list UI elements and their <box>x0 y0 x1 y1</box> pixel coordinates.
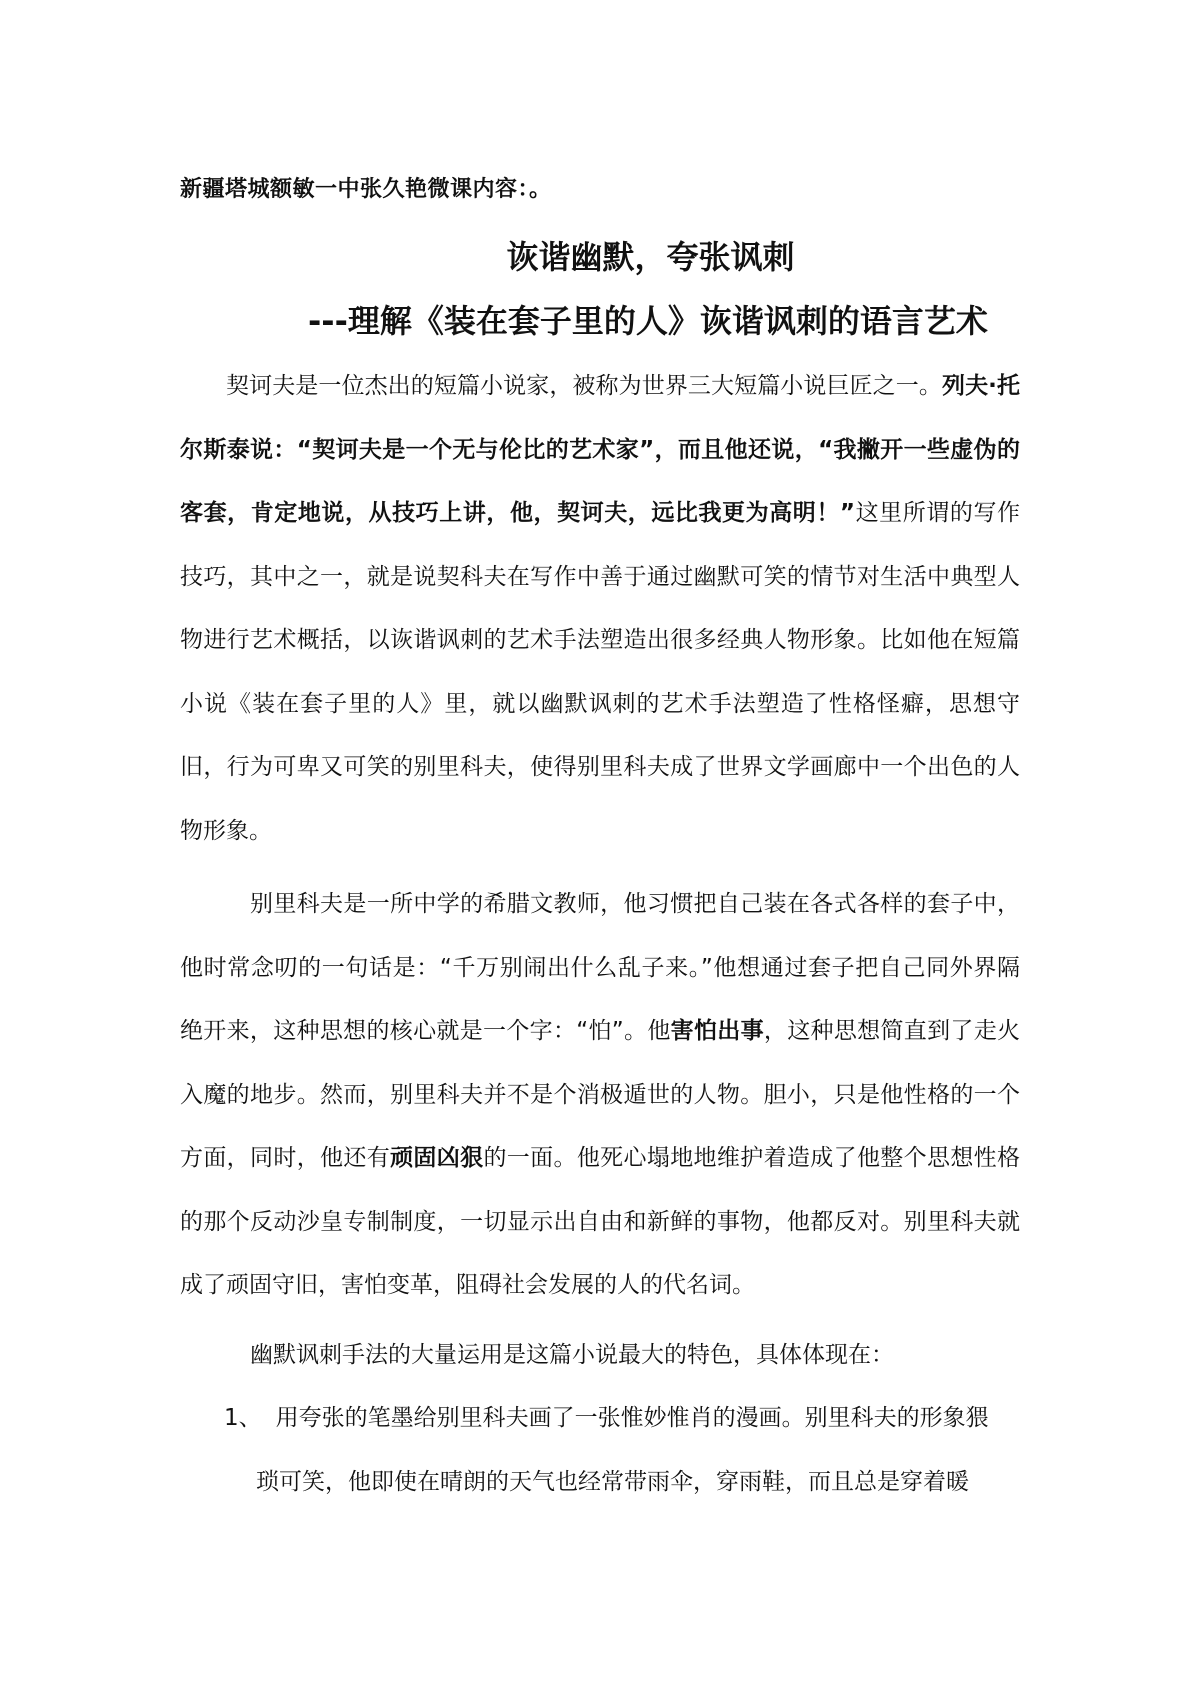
belikov-text-2: ，这种思想简直到了走火入魔的地步。然而，别里科夫并不是个消极遁世的人物。胆小，只是他性格的一个方面，同时，他还有 <box>180 1018 1021 1171</box>
body-text <box>180 355 1020 1514</box>
paragraph-satire: 幽默讽刺手法的大量运用是这篇小说最大的特色，具体体现在： <box>250 1341 894 1368</box>
paragraph-intro <box>180 355 1020 863</box>
belikov-text-1: 别里科夫是一所中学的希腊文教师，他习惯把自己装在各式各样的套子中，他时常念叨的一句话是：“千万别闹出什么乱子来。”他想通过套子把自己同外界隔绝开来，这种思想的核心就是一个字：“怕”。他 <box>180 891 1020 1044</box>
title-main: 诙谐幽默，夸张讽刺 <box>506 238 795 276</box>
header-line: 新疆塔城额敏一中张久艳微课内容：。 <box>180 177 552 202</box>
tolstoy-quote: 列夫·托尔斯泰说：“契诃夫是一个无与伦比的艺术家”，而且他还说，“我撇开一些虚伪的客套，肯定地说，从技巧上讲，他，契诃夫，远比我更为高明！” <box>180 373 1020 526</box>
list-number: 1、 <box>224 1405 262 1431</box>
belikov-text-3: 的一面。他死心塌地地维护着造成了他整个思想性格的那个反动沙皇专制制度，一切显示出自由和新鲜的事物，他都反对。别里科夫就成了顽固守旧，害怕变革，阻碍社会发展的人的代名词。 <box>180 1145 1021 1298</box>
paragraph-belikov <box>180 873 1020 1318</box>
list-item-1-continued: 琐可笑，他即使在晴朗的天气也经常带雨伞，穿雨鞋，而且总是穿着暖 <box>256 1468 969 1495</box>
emphasis-fear: 害怕出事 <box>670 1018 764 1044</box>
title-subtitle: ---理解《装在套子里的人》诙谐讽刺的语言艺术 <box>308 302 988 340</box>
list-item-1 <box>180 1387 1020 1451</box>
intro-text: 契诃夫是一位杰出的短篇小说家，被称为世界三大短篇小说巨匠之一。 <box>226 373 942 399</box>
emphasis-stubborn: 顽固凶狠 <box>390 1145 484 1171</box>
intro-continued: 这里所谓的写作技巧，其中之一，就是说契科夫在写作中善于通过幽默可笑的情节对生活中典型人物进行艺术概括，以诙谐讽刺的艺术手法塑造出很多经典人物形象。比如他在短篇小说《装在套子里的人》里，就以幽默讽刺的艺术手法塑造了性格怪癖，思想守旧，行为可卑又可笑的别里科夫，使得别里科夫成了世界文学画廊中一个出色的人物形象。 <box>180 500 1021 844</box>
list-item-text: 用夸张的笔墨给别里科夫画了一张惟妙惟肖的漫画。别里科夫的形象猥 <box>275 1405 989 1431</box>
